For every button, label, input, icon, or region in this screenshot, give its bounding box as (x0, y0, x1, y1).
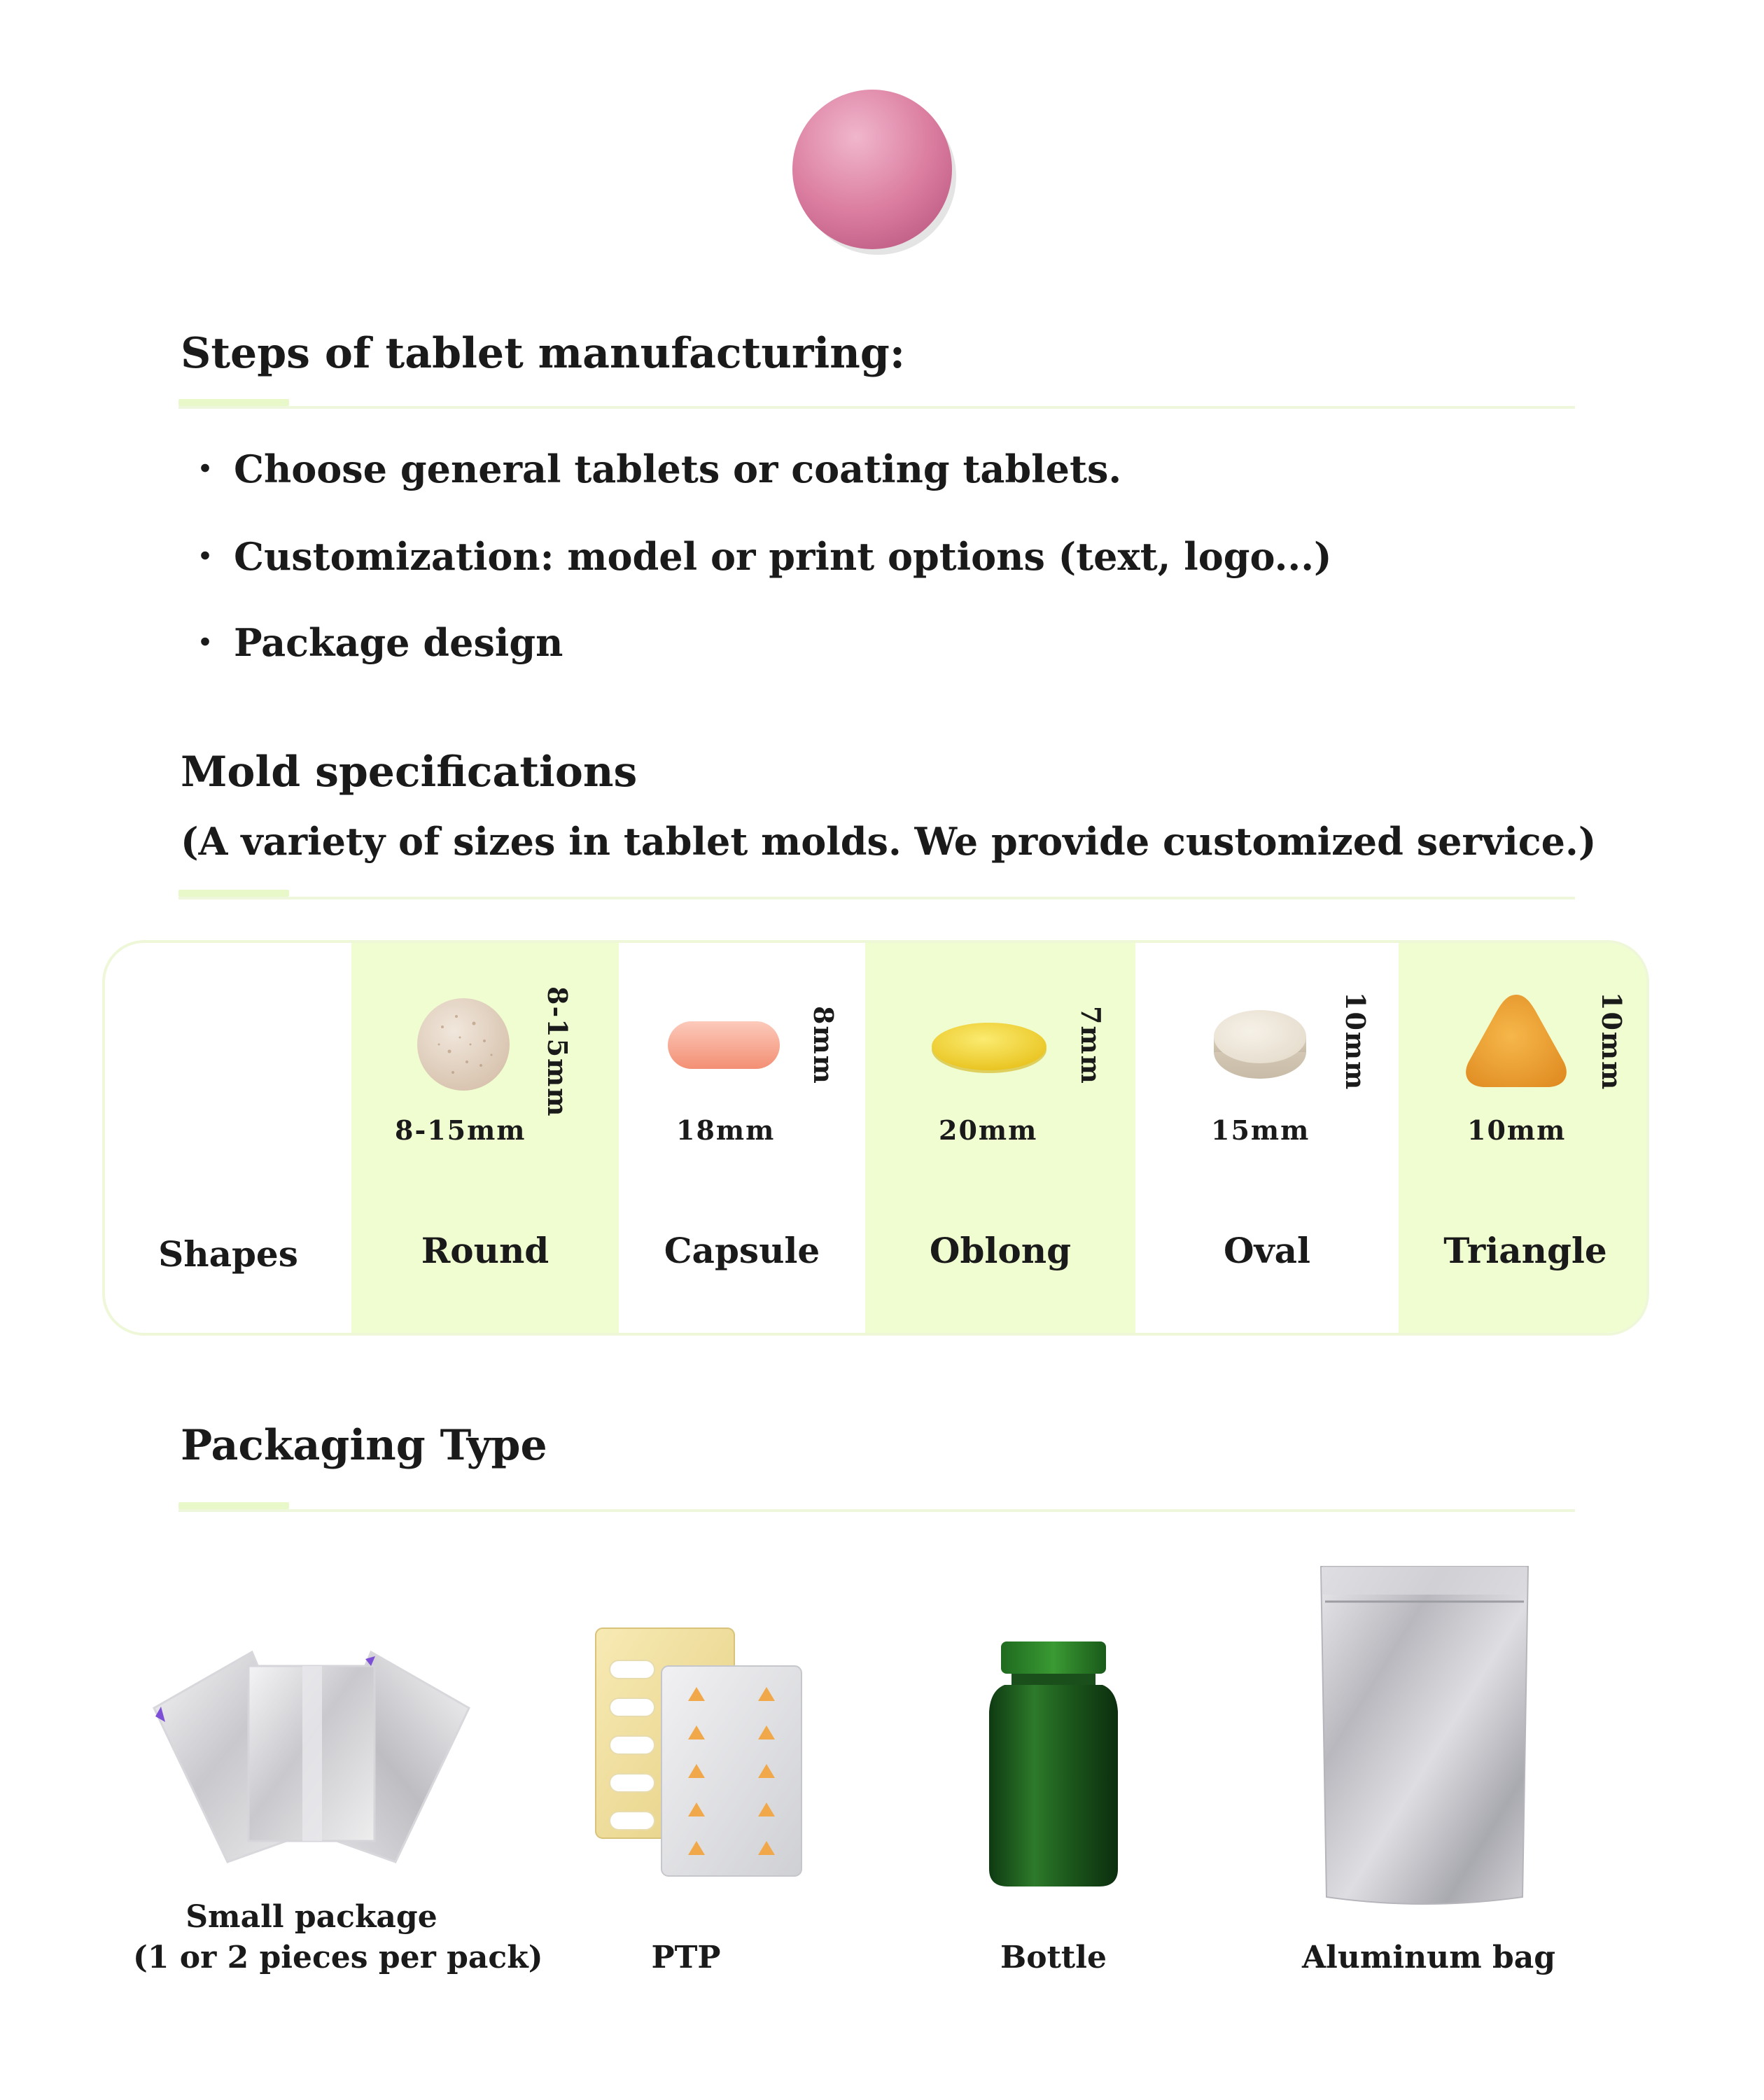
shape-width-label: 20mm (939, 1114, 1038, 1146)
step-item-text: Package design (234, 620, 564, 665)
shapes-row-label: Shapes (158, 1233, 298, 1275)
packaging-label: Aluminum bag (1302, 1940, 1556, 1975)
bullet-mark: ・ (186, 534, 224, 579)
pink-round-tablet-icon (783, 83, 958, 258)
shape-name: Triangle (1443, 1230, 1607, 1271)
packaging-divider-accent (178, 1502, 289, 1509)
shape-height-label: 10mm (1340, 992, 1371, 1091)
shape-name: Oval (1224, 1230, 1310, 1271)
packaging-label-line1: Small package (186, 1899, 438, 1935)
oblong-tablet-icon (930, 1020, 1049, 1076)
mold-divider (178, 897, 1575, 899)
shape-height-label: 7mm (1075, 1006, 1107, 1085)
mold-spec-table (102, 940, 1649, 1336)
capsule-tablet-icon (666, 1018, 782, 1072)
ptp-blister-icon (592, 1624, 808, 1883)
shape-height-label: 10mm (1596, 992, 1628, 1091)
shape-width-label: 8-15mm (395, 1114, 526, 1146)
shape-column-capsule (619, 943, 865, 1333)
shape-name: Round (421, 1230, 550, 1271)
shape-width-label: 10mm (1467, 1114, 1567, 1146)
packaging-divider (178, 1509, 1575, 1512)
step-item (186, 613, 563, 667)
shape-column-triangle (1399, 943, 1649, 1333)
packaging-label: PTP (651, 1940, 721, 1975)
mold-divider-accent (178, 890, 289, 897)
shape-height-label: 8mm (808, 1006, 839, 1085)
steps-heading: Steps of tablet manufacturing: (181, 329, 905, 378)
step-item (186, 440, 1121, 493)
round-tablet-icon (414, 995, 512, 1093)
small-package-icon (140, 1638, 483, 1869)
bullet-mark: ・ (186, 447, 224, 491)
step-item (186, 527, 1332, 581)
shape-width-label: 18mm (676, 1114, 776, 1146)
step-item-text: Customization: model or print options (text, logo...) (234, 534, 1332, 579)
triangle-tablet-icon (1460, 989, 1572, 1094)
packaging-label: Bottle (1000, 1940, 1107, 1975)
mold-heading: Mold specifications (181, 748, 638, 797)
mold-subheading: (A variety of sizes in tablet molds. We provide customized service.) (181, 819, 1597, 864)
shape-column-round (351, 943, 619, 1333)
shape-height-label: 8-15mm (542, 986, 573, 1118)
steps-divider (178, 406, 1575, 409)
packaging-label (133, 1897, 543, 1978)
shapes-label-column (105, 943, 351, 1333)
shape-width-label: 15mm (1211, 1114, 1310, 1146)
bullet-mark: ・ (186, 620, 224, 665)
step-item-text: Choose general tablets or coating tablets. (234, 447, 1122, 491)
aluminum-bag-icon (1312, 1561, 1536, 1911)
packaging-heading: Packaging Type (181, 1421, 547, 1470)
shape-column-oblong (865, 943, 1135, 1333)
bottle-icon (976, 1634, 1130, 1893)
shape-name: Oblong (929, 1230, 1072, 1271)
shape-column-oval (1135, 943, 1399, 1333)
packaging-label-line2: (1 or 2 pieces per pack) (133, 1940, 543, 1975)
oval-tablet-icon (1211, 1004, 1309, 1083)
shape-name: Capsule (664, 1230, 820, 1271)
steps-divider-accent (178, 399, 289, 406)
